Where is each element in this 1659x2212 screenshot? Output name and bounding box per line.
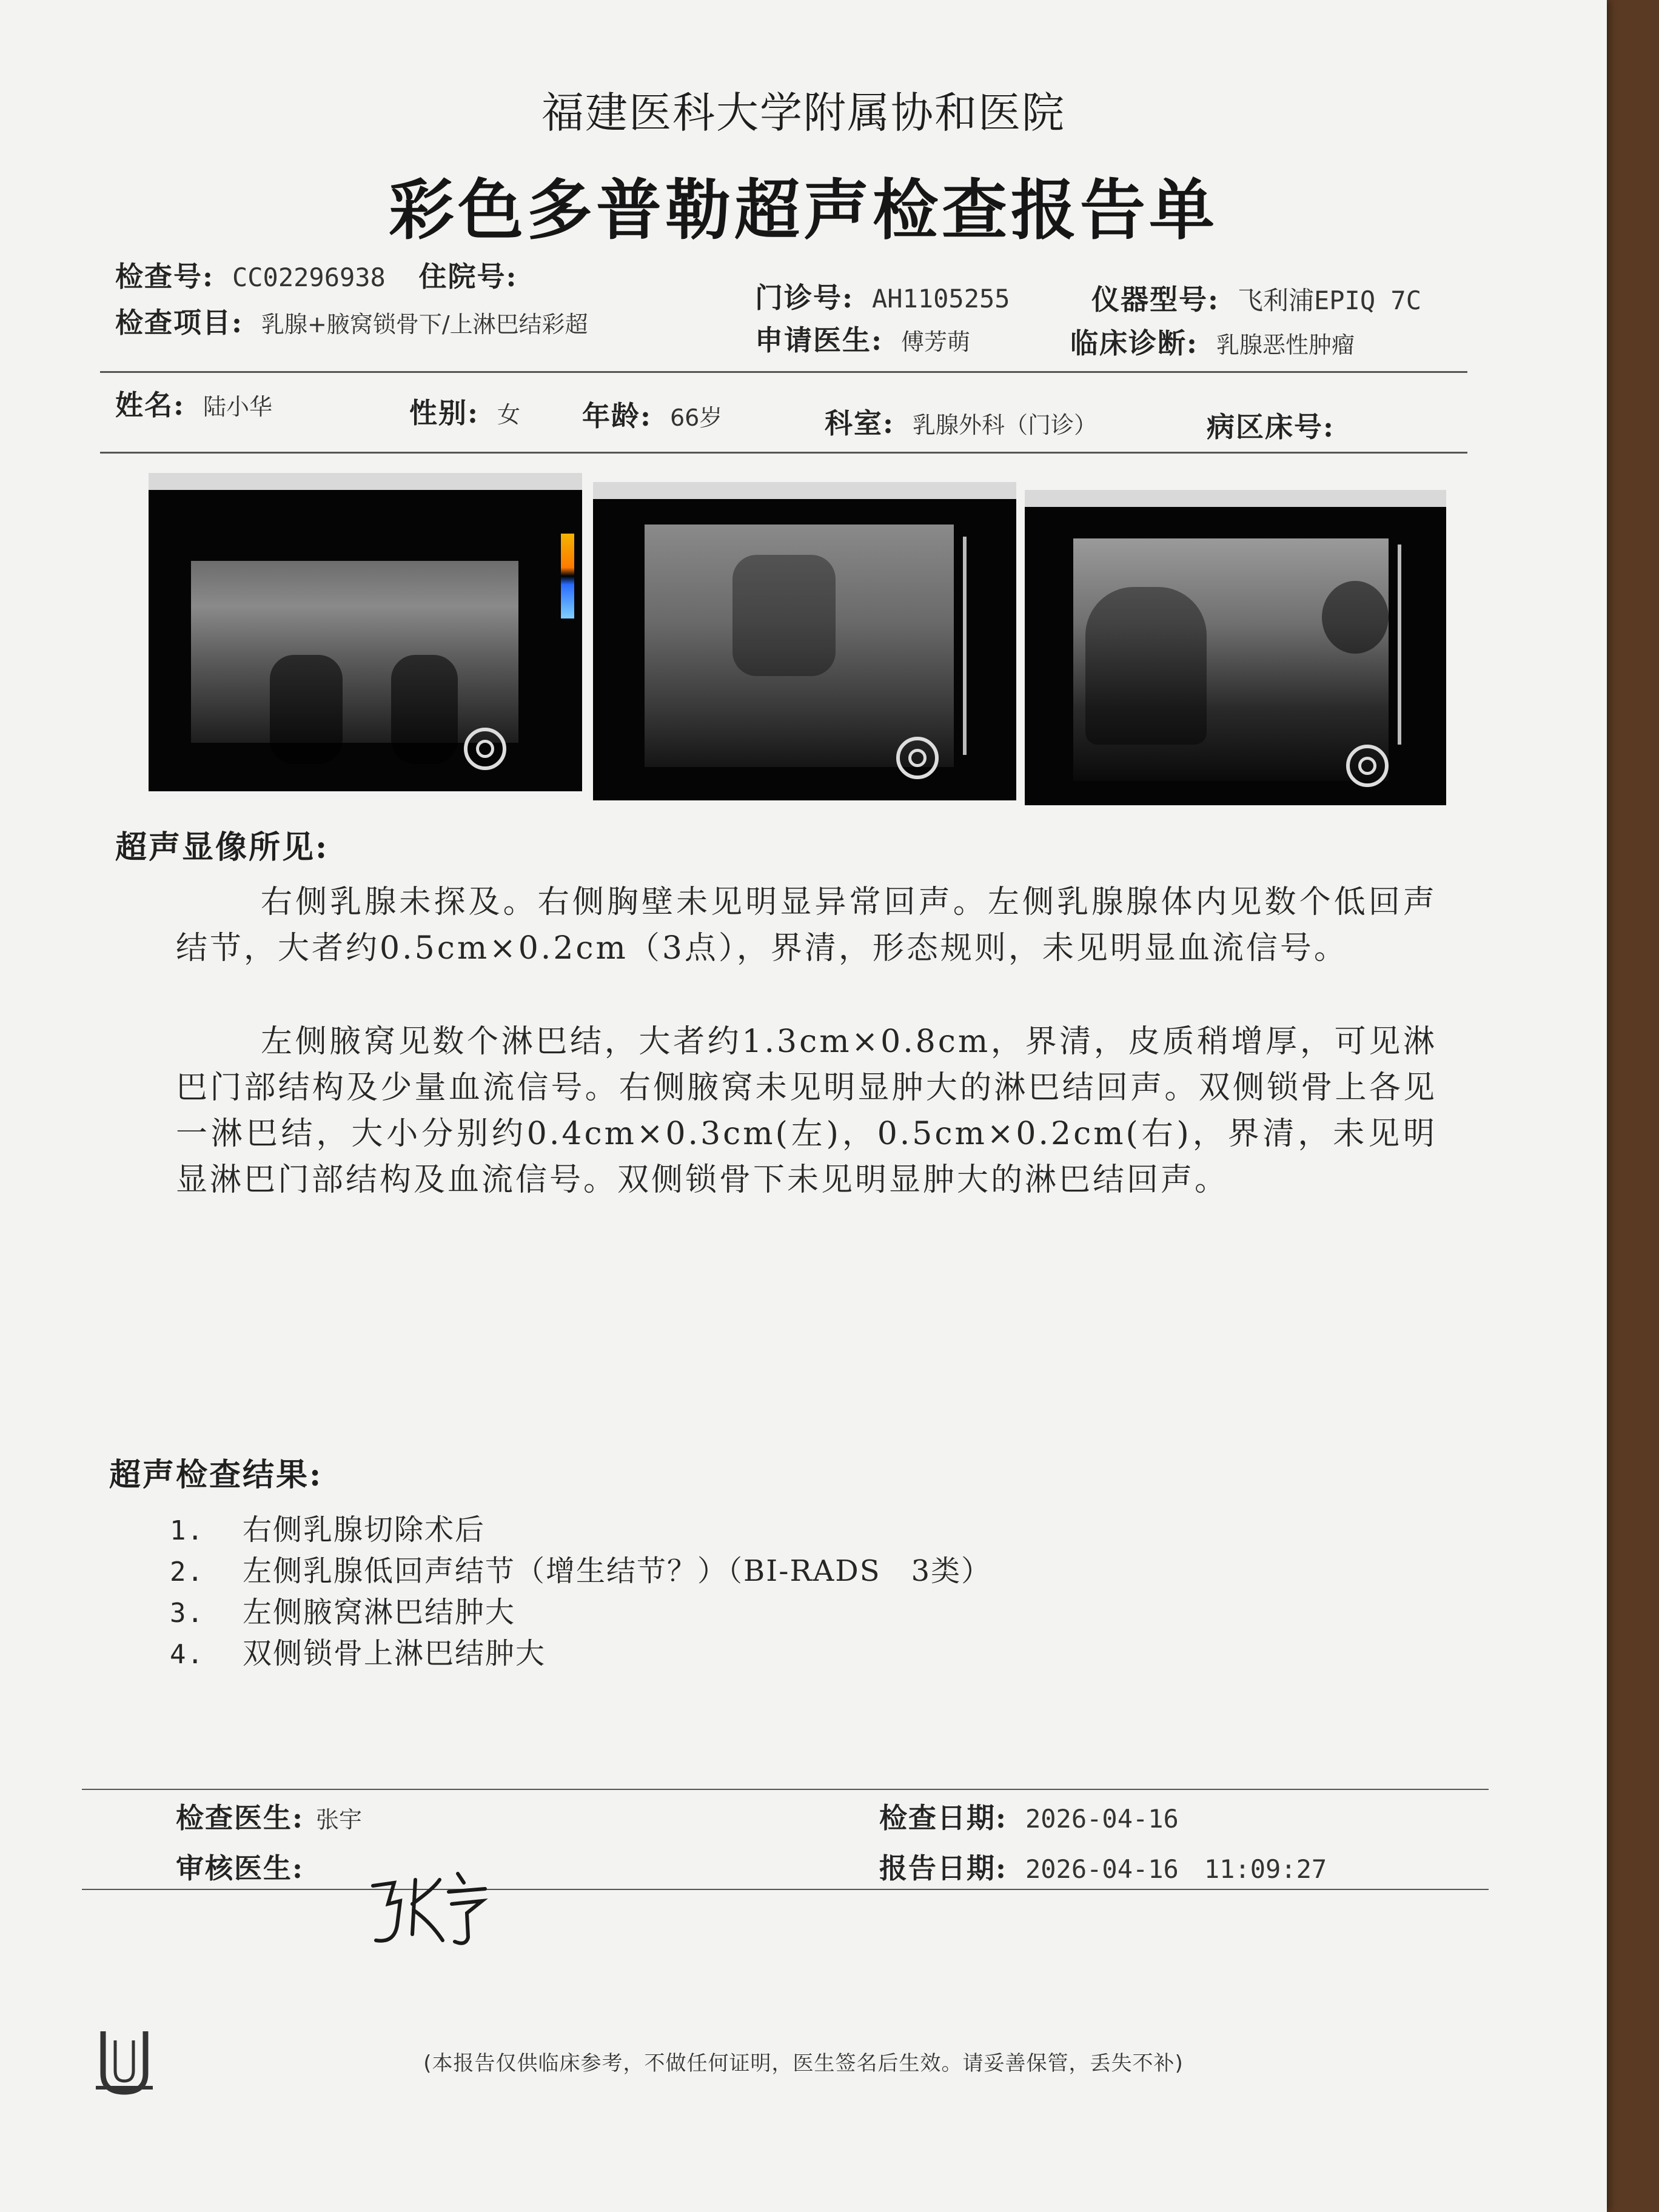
us-header-bar	[593, 482, 1016, 499]
reviewer-label: 审核医生:	[176, 1852, 304, 1885]
probe-position-icon	[1346, 745, 1389, 787]
patient-sex-field	[409, 391, 520, 431]
report-date-value: 2026-04-16 11:09:27	[1025, 1854, 1327, 1884]
clinical-diagnosis-field	[1070, 321, 1355, 361]
ward-field	[1207, 405, 1353, 445]
footer-rule-top	[82, 1789, 1489, 1790]
department-value: 乳腺外科（门诊）	[912, 412, 1097, 438]
hospital-name: 福建医科大学附属协和医院	[541, 88, 1065, 138]
patient-name-label: 姓名:	[115, 389, 185, 421]
doppler-color-bar	[561, 534, 574, 618]
depth-scale	[1398, 545, 1401, 745]
device-label: 仪器型号:	[1091, 283, 1219, 316]
exam-item-field	[115, 301, 588, 341]
findings-title: 超声显像所见:	[115, 829, 329, 866]
department-label: 科室:	[825, 407, 894, 440]
exam-date-field	[879, 1796, 1179, 1836]
report-title: 彩色多普勒超声检查报告单	[388, 172, 1218, 249]
reviewer-signature	[364, 1868, 497, 1952]
patient-name-value: 陆小华	[203, 394, 272, 420]
result-item: 1. 右侧乳腺切除术后	[170, 1513, 486, 1547]
results-list	[170, 1510, 991, 1675]
header-rule-top	[100, 371, 1467, 373]
clinical-diagnosis-label: 临床诊断:	[1070, 327, 1198, 360]
us-lesion	[732, 555, 836, 676]
ultrasound-image-1	[149, 473, 582, 791]
exam-no-label: 检查号:	[115, 260, 214, 293]
exam-date-value: 2026-04-16	[1025, 1804, 1179, 1834]
examiner-field	[176, 1796, 362, 1836]
us-scan-area	[191, 561, 518, 743]
exam-item-label: 检查项目:	[115, 306, 243, 339]
us-shadow	[270, 655, 343, 764]
disclaimer-text: (本报告仅供临床参考，不做任何证明，医生签名后生效。请妥善保管，丢失不补)	[423, 2051, 1184, 2076]
patient-sex-label: 性别:	[409, 397, 479, 429]
ultrasound-image-3	[1025, 490, 1446, 805]
findings-paragraph-1: 右侧乳腺未探及。右侧胸壁未见明显异常回声。左侧乳腺腺体内见数个低回声结节，大者约0.5cm×0.2cm（3点），界清，形态规则，未见明显血流信号。	[176, 884, 1437, 967]
request-doctor-field	[755, 318, 970, 358]
findings-paragraph-2: 左侧腋窝见数个淋巴结，大者约1.3cm×0.8cm，界清，皮质稍增厚，可见淋巴门部结构及少量血流信号。右侧腋窝未见明显肿大的淋巴结回声。双侧锁骨上各见一淋巴结，大小分别约0.4cm×0.3cm(左)，0.5cm×0.2cm(右)，界清，未见明显淋巴门部结构及血流信号。双侧锁骨下未见明显肿大的淋巴结回声。	[176, 1024, 1437, 1198]
footer-rule-bottom	[82, 1889, 1489, 1890]
patient-age-label: 年龄:	[582, 400, 652, 432]
patient-name-field	[115, 383, 272, 423]
request-doctor-label: 申请医生:	[755, 324, 883, 357]
request-doctor-value: 傅芳萌	[900, 329, 970, 355]
header-rule-bottom	[100, 452, 1467, 454]
department-field	[825, 401, 1097, 441]
patient-age-field	[582, 394, 722, 434]
result-item: 4. 双侧锁骨上淋巴结肿大	[170, 1637, 546, 1671]
report-date-label: 报告日期:	[879, 1852, 1007, 1885]
outpatient-value: AH1105255	[871, 284, 1010, 313]
us-node	[1322, 581, 1389, 654]
us-header-bar	[1025, 490, 1446, 507]
outpatient-label: 门诊号:	[755, 281, 854, 314]
exam-no-field	[115, 255, 535, 295]
patient-age-value: 66岁	[669, 404, 723, 431]
us-header-bar	[149, 473, 582, 490]
inpatient-label: 住院号:	[418, 260, 518, 293]
clinical-diagnosis-value: 乳腺恶性肿瘤	[1216, 332, 1355, 358]
patient-sex-value: 女	[497, 401, 520, 428]
examiner-value: 张宇	[315, 1806, 362, 1833]
results-title: 超声检查结果:	[109, 1456, 323, 1493]
ultrasound-image-2	[593, 482, 1016, 800]
outpatient-field	[755, 276, 1010, 316]
reviewer-field	[176, 1846, 304, 1886]
exam-date-label: 检查日期:	[879, 1801, 1007, 1834]
us-shadow	[391, 655, 458, 764]
us-node	[1085, 587, 1207, 745]
ward-label: 病区床号:	[1207, 411, 1335, 443]
device-value: 飞利浦EPIQ 7C	[1237, 286, 1421, 315]
result-item: 2. 左侧乳腺低回声结节（增生结节？）（BI-RADS 3类）	[170, 1554, 992, 1588]
report-date-field	[879, 1846, 1327, 1886]
exam-item-value: 乳腺+腋窝锁骨下/上淋巴结彩超	[261, 311, 588, 338]
exam-no-value: CC02296938	[232, 263, 386, 292]
depth-scale	[963, 537, 967, 755]
probe-position-icon	[464, 728, 506, 770]
examiner-label: 检查医生:	[176, 1801, 304, 1834]
device-field	[1091, 278, 1421, 318]
probe-position-icon	[896, 737, 939, 779]
result-item: 3. 左侧腋窝淋巴结肿大	[170, 1595, 516, 1629]
